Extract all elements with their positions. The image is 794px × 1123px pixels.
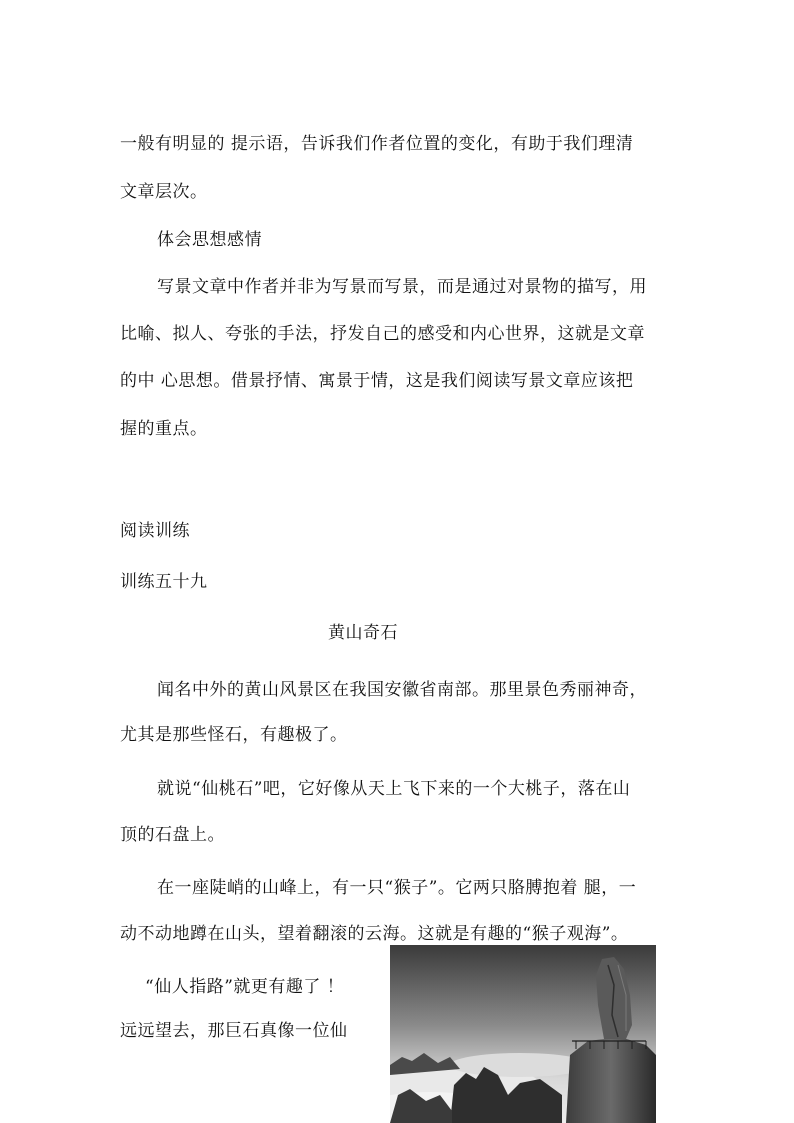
paragraph-line: 顶的石盘上。 xyxy=(120,825,225,845)
paragraph-line: 远远望去，那巨石真像一位仙 xyxy=(120,1021,348,1041)
paragraph-line: 握的重点。 xyxy=(120,419,208,439)
paragraph-line: 尤其是那些怪石，有趣极了。 xyxy=(120,725,348,745)
paragraph-line: 一般有明显的 提示语，告诉我们作者位置的变化，有助于我们理清 xyxy=(120,134,634,154)
paragraph-line: 写景文章中作者并非为写景而写景，而是通过对景物的描写，用 xyxy=(157,277,647,297)
paragraph-line: 就说“仙桃石”吧，它好像从天上飞下来的一个大桃子，落在山 xyxy=(157,779,631,799)
paragraph-line: 动不动地蹲在山头，望着翻滚的云海。这就是有趣的“猴子观海”。 xyxy=(120,924,629,944)
paragraph-line: 文章层次。 xyxy=(120,182,208,202)
section-title: 阅读训练 xyxy=(120,521,190,541)
exercise-title: 训练五十九 xyxy=(120,572,208,592)
paragraph-line: 的中 心思想。借景抒情、寓景于情，这是我们阅读写景文章应该把 xyxy=(120,371,634,391)
paragraph-line: “仙人指路”就更有趣了 ！ xyxy=(145,977,345,997)
paragraph-line: 在一座陡峭的山峰上，有一只“猴子”。它两只胳膊抱着 腿，一 xyxy=(157,878,637,898)
huangshan-rock-photo xyxy=(390,945,656,1123)
paragraph-line: 闻名中外的黄山风景区在我国安徽省南部。那里景色秀丽神奇， xyxy=(157,680,647,700)
subheading: 体会思想感情 xyxy=(157,230,262,250)
paragraph-line: 比喻、拟人、夸张的手法，抒发自己的感受和内心世界，这就是文章 xyxy=(120,324,645,344)
article-title: 黄山奇石 xyxy=(328,623,398,643)
